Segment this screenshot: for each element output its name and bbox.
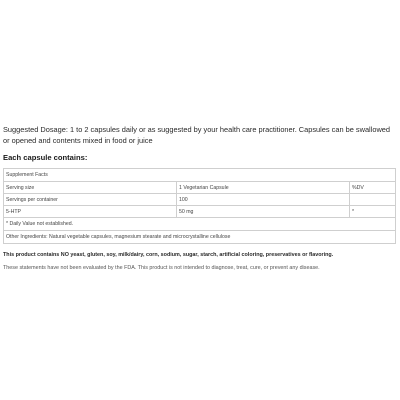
row-amount-serving-size: 1 Vegetarian Capsule bbox=[177, 182, 350, 194]
table-row bbox=[4, 231, 396, 244]
row-dv-servings-per-container bbox=[350, 194, 396, 206]
table-row bbox=[4, 206, 396, 218]
row-dv-header: %DV bbox=[350, 182, 396, 194]
product-details bbox=[3, 124, 395, 272]
row-label-5htp: 5-HTP bbox=[4, 206, 177, 218]
fda-disclaimer: These statements have not been evaluated by the FDA. This product is not intended to diagnose, treat, cure, or prevent any disease. bbox=[3, 265, 320, 271]
row-amount-5htp: 50 mg bbox=[177, 206, 350, 218]
supplement-facts-table bbox=[3, 168, 396, 244]
each-capsule-heading: Each capsule contains: bbox=[3, 153, 88, 162]
supplement-facts-title: Supplement Facts bbox=[4, 169, 396, 182]
row-dv-5htp: * bbox=[350, 206, 396, 218]
row-label-serving-size: Serving size bbox=[4, 182, 177, 194]
other-ingredients: Other Ingredients: Natural vegetable capsules, magnesium stearate and microcrystalline cellulose bbox=[4, 231, 396, 244]
table-row bbox=[4, 218, 396, 231]
row-amount-servings-per-container: 100 bbox=[177, 194, 350, 206]
row-label-servings-per-container: Servings per container bbox=[4, 194, 177, 206]
table-row bbox=[4, 194, 396, 206]
free-from-statement: This product contains NO yeast, gluten, soy, milk/dairy, corn, sodium, sugar, starch, artificial coloring, preservatives or flavoring. bbox=[3, 252, 334, 258]
table-title-row bbox=[4, 169, 396, 182]
daily-value-note: * Daily Value not established. bbox=[4, 218, 396, 231]
table-row bbox=[4, 182, 396, 194]
suggested-dosage-text: Suggested Dosage: 1 to 2 capsules daily or as suggested by your health care practitioner. Capsules can be swallowed or opened and contents mixed in food or juice bbox=[3, 125, 391, 145]
